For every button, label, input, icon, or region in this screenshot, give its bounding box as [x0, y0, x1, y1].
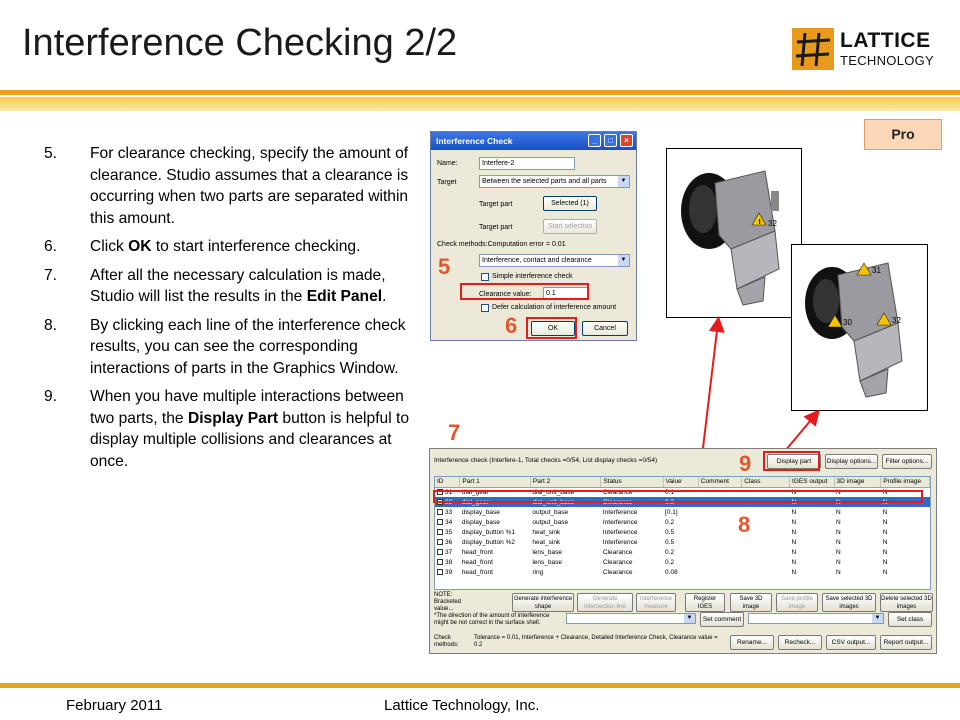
step-number: 9. — [44, 388, 58, 405]
table-row[interactable] — [435, 557, 930, 567]
target-part-label-2: Target part — [479, 224, 513, 231]
filter-options-button[interactable]: Filter options... — [882, 454, 932, 469]
row-id: 36 — [445, 538, 453, 546]
footer-date: February 2011 — [66, 697, 163, 714]
grid-header-row — [435, 477, 930, 487]
grid-column-header[interactable]: Comment — [698, 477, 742, 487]
display-part-highlight-box — [763, 451, 820, 471]
right-image-label-32: 32 — [892, 316, 901, 325]
close-icon[interactable]: × — [620, 134, 633, 147]
table-row[interactable] — [435, 547, 930, 557]
cell-id — [435, 537, 460, 547]
cell-p2: dial_unit_base — [530, 497, 600, 507]
dialog-title: Interference Check — [436, 136, 513, 146]
clearance-label: Clearance value: — [479, 291, 532, 298]
cell-value: [0.1] — [665, 508, 678, 516]
cell-img: N — [834, 497, 881, 507]
right-image-label-30: 30 — [843, 318, 852, 327]
step-text: to start interference checking. — [151, 238, 361, 255]
recheck-button[interactable]: Recheck... — [778, 635, 822, 650]
row-checkbox[interactable] — [437, 519, 443, 525]
cell-p2: heat_sink — [532, 528, 561, 536]
cell-status: Interference — [602, 518, 638, 526]
step-number: 8. — [44, 316, 58, 334]
cell-prof: N — [882, 518, 888, 526]
cell-p2: lens_base — [532, 558, 562, 566]
comment-select[interactable] — [566, 613, 696, 624]
cell-iges: N — [791, 518, 797, 526]
direction-note: *The direction of the amount of interference might be not correct in the surface shell. — [434, 613, 550, 626]
generate-intersection-line-button[interactable]: Generate intersection line — [577, 593, 633, 612]
cell-p1: dial_gear — [461, 488, 489, 496]
cell-status: Clearance — [601, 497, 663, 507]
ok-button[interactable]: OK — [531, 321, 575, 336]
cell-p1: display_base — [461, 518, 500, 526]
row-id: 32 — [445, 498, 453, 506]
cell-empty — [742, 547, 790, 557]
cell-iges: N — [791, 548, 797, 556]
arrow-to-right-image — [785, 414, 816, 451]
cell-img: N — [836, 518, 841, 526]
cell-p2: heat_sink — [532, 538, 561, 546]
cell-empty — [698, 527, 742, 537]
cell-p2: lens_base — [532, 548, 562, 556]
grid-column-header[interactable]: Value — [663, 477, 698, 487]
cell-prof: N — [882, 548, 888, 556]
minimize-icon[interactable]: _ — [588, 134, 601, 147]
cell-p1: head_front — [461, 548, 493, 556]
cell-empty — [698, 567, 742, 577]
pro-badge: Pro — [864, 119, 942, 150]
footer-accent-line — [0, 683, 960, 688]
grid-column-header[interactable]: Status — [601, 477, 663, 487]
cell-p1: display_base — [461, 508, 500, 516]
cell-status: Interference — [602, 508, 638, 516]
step-text: . — [382, 288, 387, 305]
display-options-button[interactable]: Display options... — [825, 454, 878, 469]
grid-column-header[interactable]: Part 2 — [530, 477, 600, 487]
callout-5: 5 — [438, 254, 451, 279]
chevron-down-icon: ▼ — [618, 255, 629, 266]
step-text: For clearance checking, specify the amount of clearance. Studio assumes that a clearance is occurring when two parts are separated within this amount. — [90, 145, 409, 227]
cell-p2: dial_unit_base — [532, 488, 575, 496]
chevron-down-icon: ▼ — [618, 176, 629, 187]
selected-button[interactable]: Selected (1) — [543, 196, 597, 211]
edit-panel-header: Interference check (Interfere-1, Total checks =0/54, List display checks =0/54) — [434, 457, 658, 464]
cell-p2: output_base — [532, 508, 569, 516]
cell-id — [435, 517, 460, 527]
register-iges-button[interactable]: Register IGES — [685, 593, 725, 612]
cell-iges: N — [791, 538, 797, 546]
row-checkbox[interactable] — [437, 539, 443, 545]
step-emphasis: Display Part — [187, 409, 279, 427]
cell-img: N — [836, 558, 841, 566]
cell-status: Clearance — [602, 568, 633, 576]
row-id: 33 — [445, 508, 453, 516]
cell-id — [435, 507, 460, 517]
grid-column-header[interactable]: Profile image — [881, 477, 930, 487]
simple-check-label: Simple interference check — [492, 273, 573, 280]
cell-prof: N — [881, 497, 930, 507]
cell-img: N — [836, 528, 841, 536]
cell-iges: N — [791, 488, 797, 496]
step-emphasis: OK — [128, 238, 152, 255]
step-emphasis: Edit Panel — [306, 288, 383, 305]
logo-subtitle: TECHNOLOGY — [840, 53, 935, 68]
target-label: Target — [437, 179, 457, 186]
selected-row-highlight-box — [433, 490, 923, 503]
table-row[interactable] — [435, 537, 930, 547]
cell-value: 0.1 — [665, 488, 675, 496]
cell-p1: head_front — [461, 568, 493, 576]
chevron-down-icon: ▼ — [872, 614, 883, 623]
cell-value: 0.5 — [665, 528, 675, 536]
cell-img: N — [836, 568, 841, 576]
cell-prof: N — [882, 568, 888, 576]
generate-interference-shape-button[interactable]: Generate interference shape — [512, 593, 574, 612]
cell-img: N — [836, 548, 841, 556]
table-row[interactable] — [435, 507, 930, 517]
check-methods-label: Check methods:Computation error = 0.01 — [437, 241, 566, 248]
callout-6: 6 — [505, 313, 518, 338]
cell-iges: N — [789, 497, 834, 507]
cell-img: N — [836, 508, 841, 516]
cell-value: 0.2 — [665, 558, 675, 566]
cell-status: Interference — [602, 528, 638, 536]
name-field[interactable]: Interfere-2 — [479, 157, 575, 170]
grid-column-header[interactable]: ID — [435, 477, 460, 487]
slide-title: Interference Checking 2/2 — [22, 22, 458, 64]
cell-prof: N — [882, 488, 888, 496]
check-methods-text: Tolerance = 0.01, Interference + Clearance, Detailed Interference Check, Clearance value = 0.2 — [474, 635, 718, 648]
step-text: When you have multiple interactions between two parts, the — [90, 388, 404, 427]
cell-empty — [742, 557, 790, 567]
step-number: 5. — [44, 145, 58, 162]
edit-panel — [429, 448, 937, 654]
save-profile-image-button[interactable]: Save profile image — [776, 593, 818, 612]
clearance-field[interactable]: 0.1 — [543, 287, 589, 300]
report-output-button[interactable]: Report output... — [880, 635, 932, 650]
row-checkbox[interactable] — [437, 529, 443, 535]
set-comment-button[interactable]: Set comment — [700, 612, 744, 627]
cell-prof: N — [882, 538, 888, 546]
cell-prof: N — [882, 508, 888, 516]
cell-img: N — [836, 488, 841, 496]
cell-status: Clearance — [602, 558, 633, 566]
cell-p1: dial_gear — [460, 497, 530, 507]
name-label: Name: — [437, 160, 458, 167]
cell-iges: N — [791, 508, 797, 516]
method-select-value: Interference, contact and clearance — [482, 257, 592, 264]
grid-column-header[interactable]: 3D image — [834, 477, 881, 487]
interference-measure-button[interactable]: Interference measure — [636, 593, 676, 612]
callout-8: 8 — [738, 512, 751, 537]
cancel-button[interactable]: Cancel — [582, 321, 628, 336]
cell-p1: display_button %1 — [461, 528, 515, 536]
step-text: button is helpful to display multiple collisions and clearances at once. — [90, 409, 409, 470]
cell-empty — [698, 517, 742, 527]
chevron-down-icon: ▼ — [684, 614, 695, 623]
logo-wordmark: LATTICE — [840, 29, 931, 52]
table-row[interactable] — [435, 567, 930, 577]
grid-column-header[interactable]: IGES output — [789, 477, 834, 487]
row-id: 35 — [445, 528, 453, 536]
row-id: 34 — [445, 518, 453, 526]
cell-empty — [698, 547, 742, 557]
defer-label: Defer calculation of interference amount — [492, 304, 617, 311]
csv-output-button[interactable]: CSV output... — [826, 635, 876, 650]
cell-id — [435, 557, 460, 567]
cell-status: Clearance — [602, 548, 633, 556]
maximize-icon[interactable]: □ — [604, 134, 617, 147]
cell-id — [435, 567, 460, 577]
cell-empty — [742, 567, 790, 577]
note-label: NOTE: Bracketed value... — [434, 592, 462, 612]
table-row[interactable] — [435, 517, 930, 527]
cell-iges: N — [791, 568, 797, 576]
cell-value: 0.2 — [665, 518, 675, 526]
delete-selected-3d-images-button[interactable]: Delete selected 3D images — [880, 593, 933, 612]
row-checkbox[interactable] — [437, 509, 443, 515]
cell-empty — [698, 557, 742, 567]
cell-value: 0.2 — [665, 548, 675, 556]
class-select[interactable] — [748, 613, 884, 624]
display-part-button[interactable]: Display part — [767, 454, 821, 469]
grid-column-header[interactable]: Part 1 — [460, 477, 530, 487]
row-id: 38 — [445, 558, 453, 566]
cell-value: 0.08 — [665, 568, 678, 576]
row-checkbox[interactable] — [437, 569, 443, 575]
step-text: Click — [90, 238, 129, 255]
row-checkbox[interactable] — [437, 559, 443, 565]
check-methods-label: Check methods: — [434, 635, 459, 648]
step-text: After all the necessary calculation is made, Studio will list the results in the — [90, 266, 386, 305]
save-3d-image-button[interactable]: Save 3D image — [730, 593, 772, 612]
step-text: By clicking each line of the interference check results, you can see the corresponding interactions of parts in the Graphics Window. — [90, 316, 406, 377]
cell-prof: N — [882, 558, 888, 566]
start-selection-button[interactable]: Start selection — [543, 219, 597, 234]
row-id: 31 — [445, 488, 453, 496]
cell-iges: N — [791, 528, 797, 536]
row-checkbox[interactable] — [437, 549, 443, 555]
save-selected-3d-images-button[interactable]: Save selected 3D images — [822, 593, 876, 612]
step-number: 7. — [44, 266, 58, 284]
cell-status: Interference — [602, 538, 638, 546]
svg-text:!: ! — [758, 218, 762, 226]
cell-prof: N — [882, 528, 888, 536]
cell-id — [435, 547, 460, 557]
grid-column-header[interactable]: Class — [742, 477, 790, 487]
cell-value: 0.2 — [663, 497, 698, 507]
target-select-value: Between the selected parts and all parts — [482, 178, 607, 185]
cell-status: Clearance — [602, 488, 633, 496]
cell-value: 0.5 — [665, 538, 675, 546]
cell-img: N — [836, 538, 841, 546]
cell-empty — [698, 507, 742, 517]
cell-p2: ring — [532, 568, 544, 576]
callout-9: 9 — [739, 451, 752, 476]
callout-7: 7 — [448, 420, 461, 445]
cell-p1: display_button %2 — [461, 538, 515, 546]
footer-company: Lattice Technology, Inc. — [384, 697, 540, 714]
cell-id — [435, 527, 460, 537]
right-image-label-31: 31 — [872, 266, 881, 275]
cell-empty — [698, 537, 742, 547]
cell-iges: N — [791, 558, 797, 566]
set-class-button[interactable]: Set class — [888, 612, 932, 627]
cell-empty — [742, 537, 790, 547]
row-id: 37 — [445, 548, 453, 556]
row-id: 39 — [445, 568, 453, 576]
cell-p1: head_front — [461, 558, 493, 566]
left-image-label: 32 — [768, 219, 777, 228]
rename-button[interactable]: Rename... — [730, 635, 774, 650]
target-part-label: Target part — [479, 201, 513, 208]
table-row[interactable] — [435, 527, 930, 537]
cell-p2: output_base — [532, 518, 569, 526]
step-number: 6. — [44, 238, 58, 255]
